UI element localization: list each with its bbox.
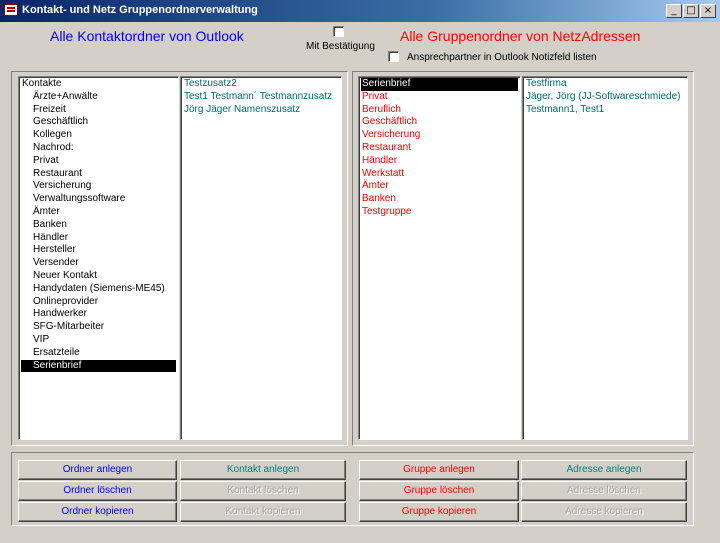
- confirm-label: Mit Bestätigung: [306, 41, 375, 52]
- list-item[interactable]: Beruflich: [362, 103, 401, 115]
- list-item[interactable]: Privat: [362, 90, 388, 102]
- contact-note-checkbox[interactable]: [388, 51, 399, 62]
- list-item[interactable]: Geschäftlich: [362, 116, 418, 128]
- list-item[interactable]: Ersatzteile: [33, 346, 80, 358]
- group-create-button[interactable]: Gruppe anlegen: [359, 460, 519, 480]
- list-item[interactable]: Handwerker: [33, 308, 87, 320]
- list-item[interactable]: Versicherung: [33, 180, 92, 192]
- list-item[interactable]: Händler: [362, 154, 398, 166]
- close-button[interactable]: ×: [700, 4, 716, 18]
- maximize-button[interactable]: □: [683, 4, 699, 18]
- list-item[interactable]: Kontakte: [22, 78, 62, 89]
- list-item[interactable]: Ämter: [33, 205, 60, 217]
- list-item[interactable]: Banken: [362, 193, 396, 205]
- list-item[interactable]: Ärzte+Anwälte: [33, 90, 98, 102]
- list-item[interactable]: Jäger, Jörg (JJ-Softwareschmiede): [526, 90, 681, 102]
- contact-create-button[interactable]: Kontakt anlegen: [180, 460, 346, 480]
- list-item[interactable]: Testmann1, Test1: [526, 103, 605, 115]
- list-item[interactable]: Testzusatz2: [184, 78, 237, 89]
- address-create-button[interactable]: Adresse anlegen: [521, 460, 687, 480]
- list-item[interactable]: Verwaltungssoftware: [33, 193, 126, 205]
- contact-copy-button[interactable]: Kontakt kopieren: [180, 502, 346, 522]
- window-title: Kontakt- und Netz Gruppenordnerverwaltung: [22, 4, 258, 16]
- list-item[interactable]: Geschäftlich: [33, 116, 89, 128]
- list-item[interactable]: Hersteller: [33, 244, 76, 256]
- contact-folder-list[interactable]: [18, 76, 179, 440]
- confirm-checkbox[interactable]: [333, 26, 344, 37]
- contact-delete-button[interactable]: Kontakt löschen: [180, 481, 346, 501]
- list-item[interactable]: Nachrod:: [33, 141, 74, 153]
- list-item[interactable]: Händler: [33, 231, 69, 243]
- folder-copy-button[interactable]: Ordner kopieren: [18, 502, 177, 522]
- list-item[interactable]: Werkstatt: [362, 167, 405, 179]
- list-item[interactable]: Restaurant: [362, 141, 411, 153]
- contact-note-label: Ansprechpartner in Outlook Notizfeld listen: [407, 52, 597, 63]
- folder-create-button[interactable]: Ordner anlegen: [18, 460, 177, 480]
- list-item[interactable]: Kollegen: [33, 129, 72, 141]
- list-item[interactable]: VIP: [33, 333, 50, 345]
- list-item[interactable]: Test1 Testmann´ Testmannzusatz: [184, 90, 333, 102]
- address-copy-button[interactable]: Adresse kopieren: [521, 502, 687, 522]
- group-copy-button[interactable]: Gruppe kopieren: [359, 502, 519, 522]
- list-item-selected[interactable]: Serienbrief: [361, 78, 518, 91]
- minimize-button[interactable]: _: [666, 4, 682, 18]
- list-item[interactable]: Freizeit: [33, 103, 66, 115]
- list-item[interactable]: Versicherung: [362, 129, 421, 141]
- list-item[interactable]: Jörg Jäger Namenszusatz: [184, 103, 301, 115]
- list-item[interactable]: Handydaten (Siemens-ME45): [33, 282, 165, 294]
- list-item[interactable]: Ämter: [362, 180, 389, 192]
- list-item[interactable]: Privat: [33, 154, 59, 166]
- list-item[interactable]: Testfirma: [526, 78, 567, 89]
- list-item[interactable]: SFG-Mitarbeiter: [33, 321, 105, 333]
- outlook-folders-heading: Alle Kontaktordner von Outlook: [50, 28, 244, 44]
- address-delete-button[interactable]: Adresse löschen: [521, 481, 687, 501]
- list-item[interactable]: Neuer Kontakt: [33, 269, 97, 281]
- list-item[interactable]: Onlineprovider: [33, 295, 99, 307]
- folder-delete-button[interactable]: Ordner löschen: [18, 481, 177, 501]
- app-icon[interactable]: [4, 4, 18, 16]
- contact-list[interactable]: [180, 76, 342, 440]
- list-item-selected[interactable]: Serienbrief: [21, 360, 176, 373]
- list-item[interactable]: Restaurant: [33, 167, 82, 179]
- list-item[interactable]: Versender: [33, 257, 79, 269]
- group-delete-button[interactable]: Gruppe löschen: [359, 481, 519, 501]
- list-item[interactable]: Banken: [33, 218, 67, 230]
- group-list[interactable]: [358, 76, 521, 440]
- address-list[interactable]: [522, 76, 688, 440]
- netz-groups-heading: Alle Gruppenordner von NetzAdressen: [400, 28, 641, 44]
- title-bar[interactable]: [0, 0, 720, 22]
- list-item[interactable]: Testgruppe: [362, 205, 412, 217]
